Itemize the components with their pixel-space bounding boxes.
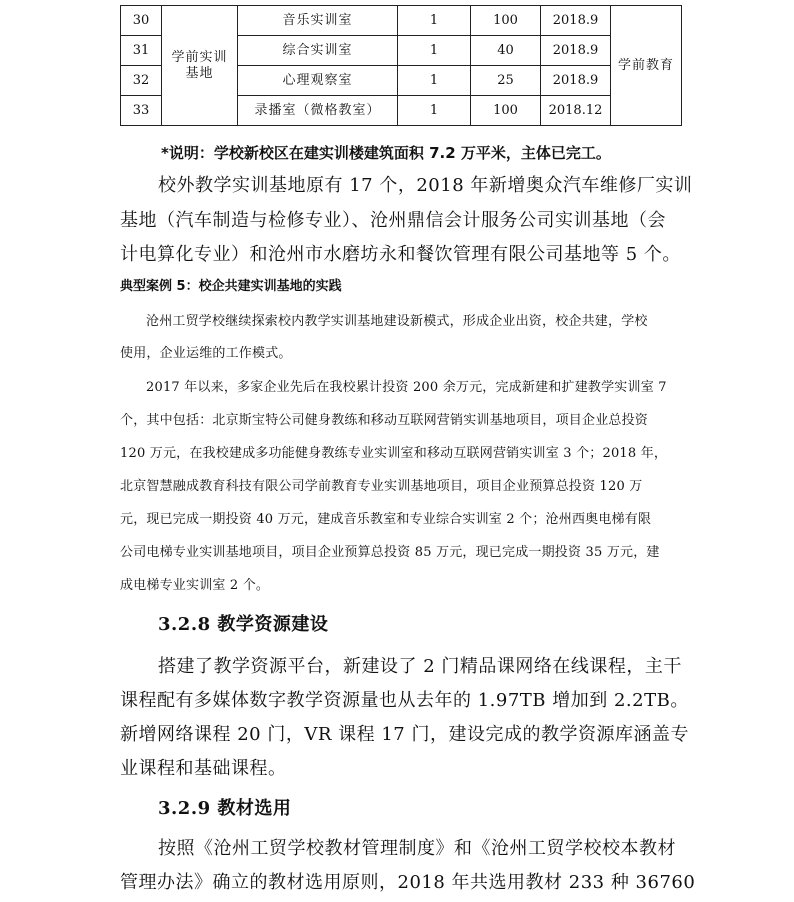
room-value: 40 — [471, 36, 541, 66]
base-name-cell — [162, 6, 238, 126]
row-number: 33 — [121, 96, 162, 126]
room-count: 1 — [398, 6, 471, 36]
table-row — [121, 6, 682, 36]
room-value: 100 — [471, 6, 541, 36]
case-paragraph-line: 120 万元，在我校建成多功能健身教练专业实训室和移动互联网营销实训室 3 个；2018 年， — [120, 446, 668, 461]
base-name-line: 基地 — [185, 65, 214, 81]
case-paragraph-line: 使用，企业运维的工作模式。 — [120, 346, 292, 361]
paragraph-line: 课程配有多媒体数字教学资源量也从去年的 1.97TB 增加到 2.2TB。 — [120, 690, 689, 711]
case-paragraph-line: 沧州工贸学校继续探索校内教学实训基地建设新模式，形成企业出资，校企共建，学校 — [146, 314, 648, 329]
room-date: 2018.9 — [541, 66, 611, 96]
table-note: *说明：学校新校区在建实训楼建筑面积 7.2 万平米，主体已完工。 — [161, 144, 611, 162]
paragraph-line: 计电算化专业）和沧州市水磨坊永和餐饮管理有限公司基地等 5 个。 — [120, 244, 681, 265]
section-heading-329: 3.2.9 教材选用 — [158, 798, 292, 819]
room-count: 1 — [398, 36, 471, 66]
case-paragraph-line: 成电梯专业实训室 2 个。 — [120, 578, 270, 593]
case-paragraph-line: 公司电梯专业实训基地项目，项目企业预算总投资 85 万元，现已完成一期投资 35 万元，建 — [120, 545, 660, 560]
room-value: 100 — [471, 96, 541, 126]
room-date: 2018.12 — [541, 96, 611, 126]
case-paragraph-line: 元，现已完成一期投资 40 万元，建成音乐教室和专业综合实训室 2 个；沧州西奥电梯有限 — [120, 512, 652, 527]
room-count: 1 — [398, 66, 471, 96]
case-paragraph-line: 北京智慧融成教育科技有限公司学前教育专业实训基地项目，项目企业预算总投资 120 万 — [120, 479, 643, 494]
room-name: 录播室（微格教室） — [238, 96, 398, 126]
row-number: 32 — [121, 66, 162, 96]
paragraph-line: 新增网络课程 20 门，VR 课程 17 门，建设完成的教学资源库涵盖专 — [120, 724, 689, 745]
room-count: 1 — [398, 96, 471, 126]
row-number: 30 — [121, 6, 162, 36]
case-paragraph-line: 2017 年以来，多家企业先后在我校累计投资 200 余万元，完成新建和扩建教学实训室 7 — [146, 380, 667, 395]
room-name: 综合实训室 — [238, 36, 398, 66]
room-date: 2018.9 — [541, 6, 611, 36]
paragraph-line: 业课程和基础课程。 — [120, 758, 287, 779]
paragraph-line: 按照《沧州工贸学校教材管理制度》和《沧州工贸学校校本教材 — [158, 838, 676, 859]
major-cell: 学前教育 — [611, 6, 682, 126]
section-heading-328: 3.2.8 教学资源建设 — [158, 614, 329, 635]
case-paragraph-line: 个，其中包括：北京斯宝特公司健身教练和移动互联网营销实训基地项目，项目企业总投资 — [120, 413, 649, 428]
row-number: 31 — [121, 36, 162, 66]
paragraph-line: 管理办法》确立的教材选用原则，2018 年共选用教材 233 种 36760 — [120, 872, 696, 893]
room-name: 音乐实训室 — [238, 6, 398, 36]
room-name: 心理观察室 — [238, 66, 398, 96]
training-room-table — [120, 5, 682, 126]
case-title: 典型案例 5：校企共建实训基地的实践 — [120, 279, 342, 294]
paragraph-line: 校外教学实训基地原有 17 个，2018 年新增奥众汽车维修厂实训 — [158, 175, 693, 196]
base-name-line: 学前实训 — [171, 49, 228, 65]
paragraph-line: 基地（汽车制造与检修专业）、沧州鼎信会计服务公司实训基地（会 — [120, 210, 666, 231]
room-date: 2018.9 — [541, 36, 611, 66]
room-value: 25 — [471, 66, 541, 96]
paragraph-line: 搭建了教学资源平台，新建设了 2 门精品课网络在线课程，主干 — [158, 656, 682, 677]
